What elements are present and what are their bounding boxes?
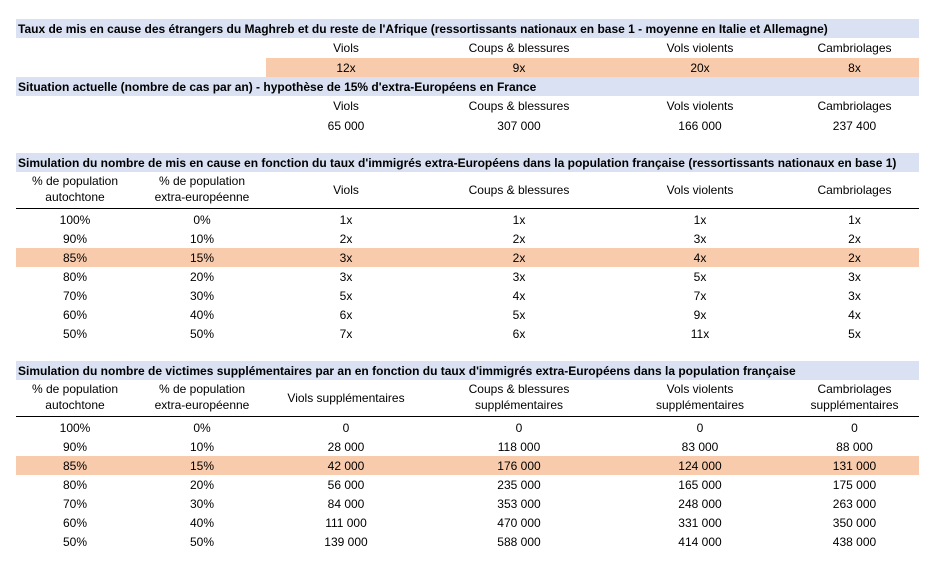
header-line: Coups & blessures: [468, 382, 570, 396]
table-cell: 175 000: [832, 478, 877, 492]
rate-vols-violents: 20x: [690, 61, 710, 75]
table-row: [16, 286, 919, 305]
table-cell: 70%: [62, 497, 88, 511]
table-cell: 80%: [62, 478, 88, 492]
section1-values-row: [16, 58, 919, 77]
header-pop-autochtone: [16, 381, 134, 413]
table-row: [16, 437, 919, 456]
table-cell: 70%: [62, 289, 88, 303]
header-line: autochtone: [45, 398, 105, 412]
table-cell: 84 000: [327, 497, 365, 511]
table-cell: 263 000: [832, 497, 877, 511]
table-cell: 3x: [339, 251, 353, 265]
table-cell: 118 000: [497, 440, 541, 454]
table-cell: 350 000: [832, 516, 877, 530]
cases-viols: 65 000: [327, 119, 365, 133]
table-row: [16, 210, 919, 229]
table-cell: 56 000: [327, 478, 365, 492]
header-line: supplémentaires: [810, 398, 899, 412]
section3-title: Simulation du nombre de mis en cause en fonction du taux d'immigrés extra-Européens dans la population française (ressortissants nationaux en base 1): [18, 156, 897, 170]
header-pop-extra-europeenne: [141, 173, 263, 205]
table-cell: 7x: [339, 327, 353, 341]
cases-vols-violents: 166 000: [678, 119, 722, 133]
table-cell: 0: [696, 421, 704, 435]
table-cell: 85%: [62, 251, 88, 265]
table-cell: 2x: [339, 232, 353, 246]
header-coups-blessures-supplementaires: [428, 381, 610, 413]
table-cell: 353 000: [497, 497, 541, 511]
table-cell: 50%: [189, 327, 215, 341]
table-cell: 50%: [189, 535, 215, 549]
table-cell: 176 000: [497, 459, 541, 473]
table-cell: 331 000: [678, 516, 722, 530]
table-cell: 5x: [693, 270, 707, 284]
table-cell: 0%: [193, 421, 211, 435]
header-cambriolages: Cambriolages: [817, 41, 892, 55]
table-cell: 15%: [189, 459, 215, 473]
table-cell: 235 000: [497, 478, 541, 492]
table-cell: 6x: [512, 327, 526, 341]
table-cell: 60%: [62, 308, 88, 322]
table-cell: 2x: [512, 232, 526, 246]
table-cell: 3x: [339, 270, 353, 284]
table-cell: 10%: [189, 232, 215, 246]
table-cell: 165 000: [678, 478, 722, 492]
table-cell: 40%: [189, 516, 215, 530]
table-cell: 139 000: [324, 535, 368, 549]
header-line: extra-européenne: [154, 398, 250, 412]
section3-title-band: [16, 153, 919, 172]
table-cell: 30%: [189, 497, 215, 511]
section1-header-row: [16, 38, 919, 57]
table-cell: 10%: [189, 440, 215, 454]
table-row: [16, 267, 919, 286]
header-vols-violents-supplementaires: [612, 381, 788, 413]
table-cell: 85%: [62, 459, 88, 473]
section2-header-row: [16, 96, 919, 115]
header-viols-supplementaires: Viols supplémentaires: [287, 391, 405, 405]
table-cell: 2x: [512, 251, 526, 265]
header-pop-extra-europeenne: [141, 381, 263, 413]
table-row: [16, 513, 919, 532]
table-cell: 1x: [693, 213, 707, 227]
table-cell: 4x: [512, 289, 526, 303]
table-cell: 100%: [59, 213, 91, 227]
table-cell: 131 000: [832, 459, 877, 473]
table-cell: 30%: [189, 289, 215, 303]
header-line: % de population: [31, 382, 119, 396]
table-cell: 111 000: [325, 516, 367, 530]
header-line: extra-européenne: [154, 190, 250, 204]
table-cell: 7x: [693, 289, 707, 303]
table-cell: 3x: [848, 270, 861, 284]
table-cell: 50%: [62, 535, 88, 549]
section1-title-band: [16, 19, 919, 38]
header-line: supplémentaires: [655, 398, 745, 412]
table-row: [16, 229, 919, 248]
header-coups-blessures: Coups & blessures: [468, 183, 570, 197]
header-cambriolages: Cambriolages: [817, 183, 892, 197]
table-cell: 5x: [848, 327, 861, 341]
section4-title: Simulation du nombre de victimes supplémentaires par an en fonction du taux d'immigrés extra-Européens dans la population française: [18, 364, 796, 378]
header-line: Cambriolages: [817, 382, 892, 396]
header-line: Vols violents: [666, 382, 734, 396]
header-line: autochtone: [45, 190, 105, 204]
table-cell: 88 000: [836, 440, 873, 454]
header-cambriolages: Cambriolages: [817, 99, 892, 113]
table-cell: 15%: [189, 251, 215, 265]
table-cell: 0: [342, 421, 350, 435]
table-cell: 90%: [62, 440, 88, 454]
section2-title: Situation actuelle (nombre de cas par an) - hypothèse de 15% d'extra-Européens en France: [18, 80, 537, 94]
section4-header-row: [16, 380, 919, 416]
table-cell: 42 000: [327, 459, 365, 473]
section2-title-band: [16, 77, 919, 96]
section3-header-row: [16, 172, 919, 208]
header-vols-violents: Vols violents: [666, 41, 734, 55]
table-cell: 588 000: [497, 535, 541, 549]
table-cell: 5x: [512, 308, 526, 322]
section2-values-row: [16, 116, 919, 135]
table-cell: 6x: [339, 308, 353, 322]
header-line: supplémentaires: [474, 398, 564, 412]
header-vols-violents: Vols violents: [666, 99, 734, 113]
header-vols-violents: Vols violents: [666, 183, 734, 197]
table-cell: 438 000: [832, 535, 877, 549]
table-cell: 20%: [189, 270, 215, 284]
table-row: [16, 305, 919, 324]
table-cell: 20%: [189, 478, 215, 492]
table-cell: 0: [851, 421, 858, 435]
table-cell: 28 000: [327, 440, 365, 454]
header-coups-blessures: Coups & blessures: [468, 41, 570, 55]
table-cell: 3x: [848, 289, 861, 303]
header-line: % de population: [158, 382, 246, 396]
table-cell: 11x: [690, 327, 710, 341]
section1-title: Taux de mis en cause des étrangers du Maghreb et du reste de l'Afrique (ressortissants nationaux en base 1 - moyenne en Italie et Allemagne): [18, 22, 828, 36]
table-cell: 3x: [693, 232, 707, 246]
table-cell: 1x: [512, 213, 526, 227]
table-cell: 90%: [62, 232, 88, 246]
rate-viols: 12x: [336, 61, 356, 75]
header-line: % de population: [158, 174, 246, 188]
table-cell: 100%: [59, 421, 91, 435]
table-row: [16, 418, 919, 437]
table-cell: 4x: [693, 251, 707, 265]
header-divider: [16, 208, 919, 209]
table-cell: 9x: [693, 308, 707, 322]
cases-cambriolages: 237 400: [832, 119, 877, 133]
table-cell: 0%: [193, 213, 211, 227]
table-row: [16, 248, 919, 267]
table-cell: 2x: [848, 251, 861, 265]
table-cell: 2x: [848, 232, 861, 246]
table-cell: 1x: [848, 213, 861, 227]
table-cell: 40%: [189, 308, 215, 322]
header-pop-autochtone: [16, 173, 134, 205]
table-row: [16, 475, 919, 494]
header-viols: Viols: [333, 41, 359, 55]
header-viols: Viols: [333, 99, 359, 113]
table-cell: 470 000: [497, 516, 541, 530]
table-cell: 80%: [62, 270, 88, 284]
table-row: [16, 532, 919, 551]
table-cell: 50%: [62, 327, 88, 341]
header-divider: [16, 416, 919, 417]
table-cell: 5x: [339, 289, 353, 303]
table-cell: 414 000: [678, 535, 722, 549]
table-cell: 124 000: [678, 459, 722, 473]
header-coups-blessures: Coups & blessures: [468, 99, 570, 113]
table-cell: 83 000: [681, 440, 719, 454]
table-cell: 60%: [62, 516, 88, 530]
table-row: [16, 324, 919, 343]
header-viols: Viols: [333, 183, 359, 197]
header-cambriolages-supplementaires: [790, 381, 919, 413]
table-cell: 4x: [848, 308, 861, 322]
section4-title-band: [16, 361, 919, 380]
table-cell: 0: [515, 421, 523, 435]
rate-cambriolages: 8x: [848, 61, 861, 75]
table-row: [16, 494, 919, 513]
table-row: [16, 456, 919, 475]
table-cell: 1x: [339, 213, 353, 227]
table-cell: 248 000: [678, 497, 722, 511]
rate-coups-blessures: 9x: [512, 61, 526, 75]
table-cell: 3x: [512, 270, 526, 284]
header-line: % de population: [31, 174, 119, 188]
cases-coups-blessures: 307 000: [497, 119, 541, 133]
